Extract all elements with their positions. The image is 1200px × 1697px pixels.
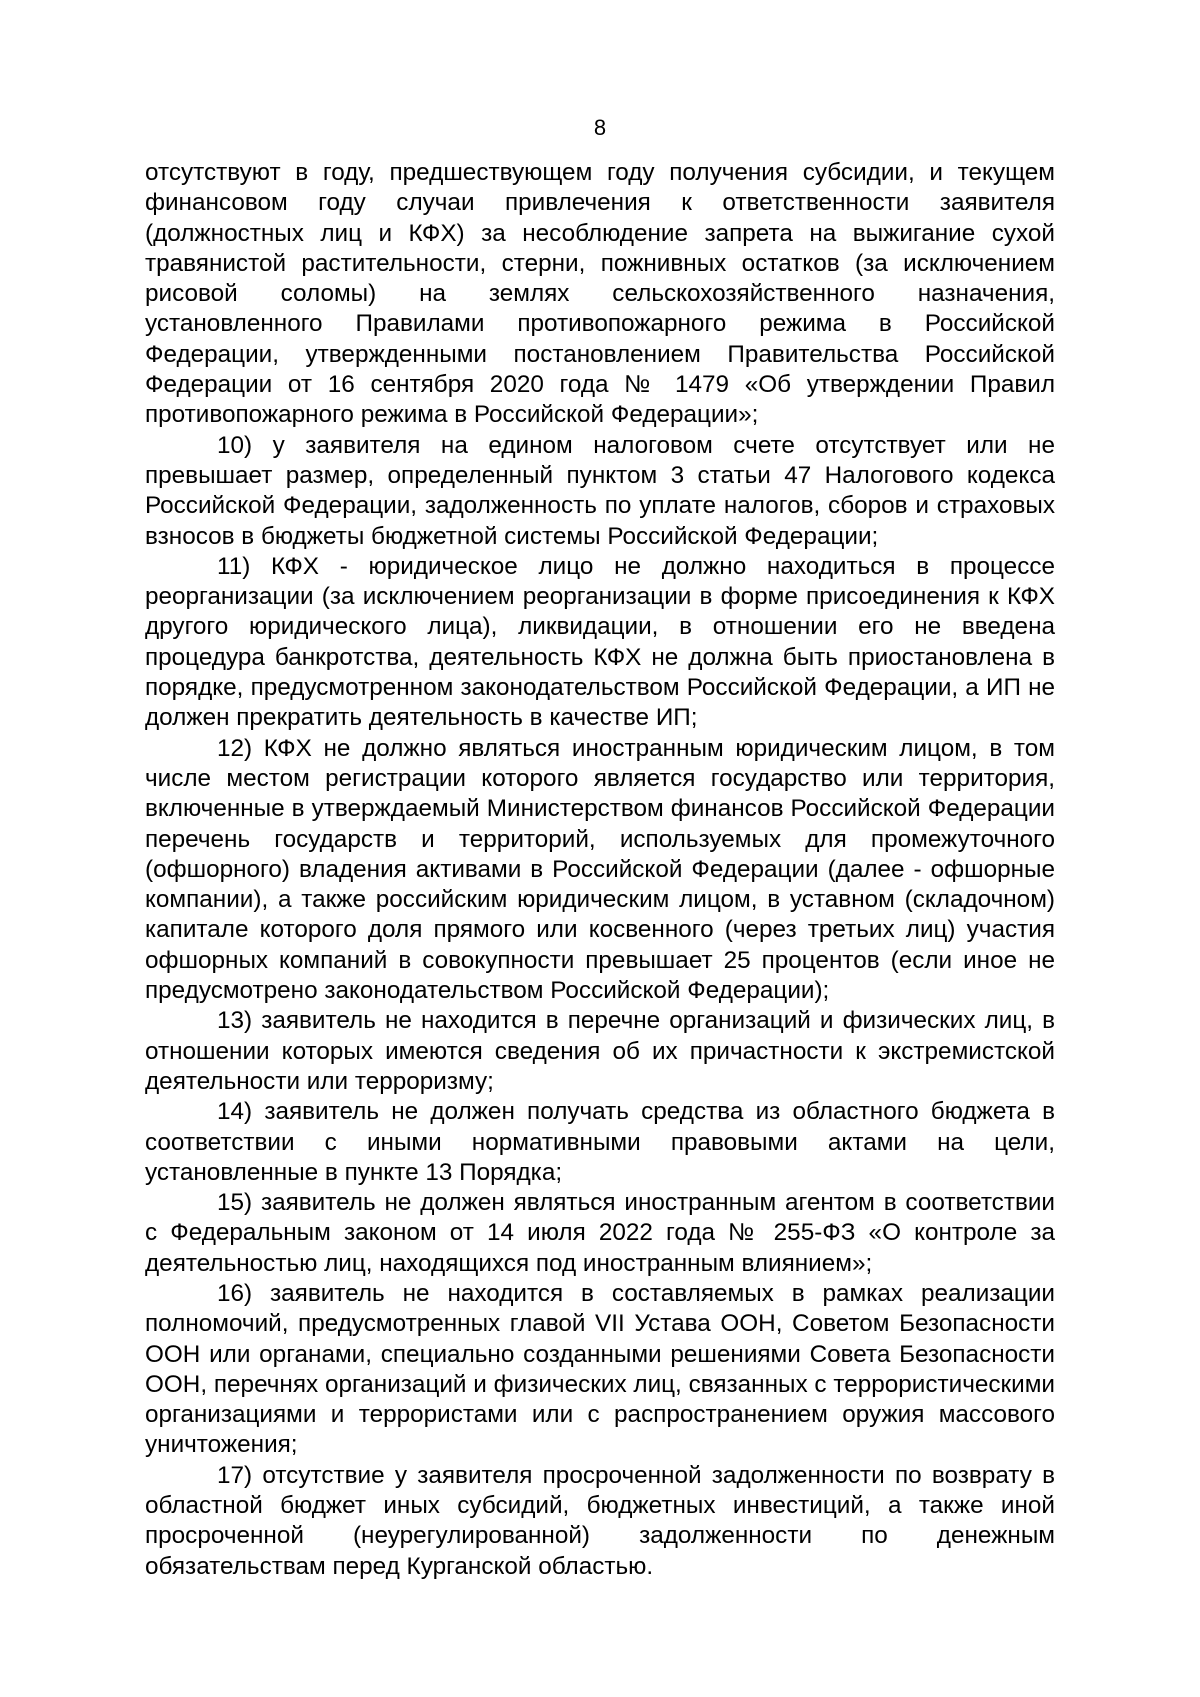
paragraph-item-9-continuation: отсутствуют в году, предшествующем году получения субсидии, и текущем финансовом году случаи привлечения к ответственности заявителя (должностных лиц и КФХ) за несоблюдение запрета на выжигание сухой травянистой растительности, стерни, пожнивных остатков (за исключением рисовой соломы) на землях сельскохозяйственного назначения, установленного Правилами противопожарного режима в Российской Федерации, утвержденными постановлением Правительства Российской Федерации от 16 сентября 2020 года № 1479 «Об утверждении Правил противопожарного режима в Российской Федерации»;: [145, 159, 1055, 429]
paragraph-item-11: 11) КФХ - юридическое лицо не должно находиться в процессе реорганизации (за исключением реорганизации в форме присоединения к КФХ другого юридического лица), ликвидации, в отношении его не введена процедура банкротства, деятельность КФХ не должна быть приостановлена в порядке, предусмотренном законодательством Российской Федерации, а ИП не должен прекратить деятельность в качестве ИП;: [145, 552, 1055, 732]
document-body: [145, 158, 1055, 1582]
paragraph-item-16: 16) заявитель не находится в составляемых в рамках реализации полномочий, предусмотренных главой VII Устава ООН, Советом Безопасности ООН или органами, специально созданными решениями Совета Безопасности ООН, перечнях организаций и физических лиц, связанных с террористическими организациями и террористами или с распространением оружия массового уничтожения;: [145, 1279, 1055, 1459]
paragraph-item-14: 14) заявитель не должен получать средства из областного бюджета в соответствии с иными нормативными правовыми актами на цели, установленные в пункте 13 Порядка;: [145, 1098, 1055, 1186]
paragraph-item-13: 13) заявитель не находится в перечне организаций и физических лиц, в отношении которых имеются сведения об их причастности к экстремистской деятельности или терроризму;: [145, 1007, 1055, 1095]
page-number: 8: [593, 115, 607, 140]
paragraph-item-17: 17) отсутствие у заявителя просроченной задолженности по возврату в областной бюджет иных субсидий, бюджетных инвестиций, а также иной просроченной (неурегулированной) задолженности по денежным обязательствам перед Курганской областью.: [145, 1461, 1055, 1580]
paragraph-item-12: 12) КФХ не должно являться иностранным юридическим лицом, в том числе местом регистрации которого является государство или территория, включенные в утверждаемый Министерством финансов Российской Федерации перечень государств и территорий, используемых для промежуточного (офшорного) владения активами в Российской Федерации (далее - офшорные компании), а также российским юридическим лицом, в уставном (складочном) капитале которого доля прямого или косвенного (через третьих лиц) участия офшорных компаний в совокупности превышает 25 процентов (если иное не предусмотрено законодательством Российской Федерации);: [145, 734, 1055, 1005]
paragraph-item-15: 15) заявитель не должен являться иностранным агентом в соответствии с Федеральным законом от 14 июля 2022 года № 255-ФЗ «О контроле за деятельностью лиц, находящихся под иностранным влиянием»;: [145, 1189, 1055, 1277]
paragraph-item-10: 10) у заявителя на едином налоговом счете отсутствует или не превышает размер, определенный пунктом 3 статьи 47 Налогового кодекса Российской Федерации, задолженность по уплате налогов, сборов и страховых взносов в бюджеты бюджетной системы Российской Федерации;: [145, 431, 1055, 550]
